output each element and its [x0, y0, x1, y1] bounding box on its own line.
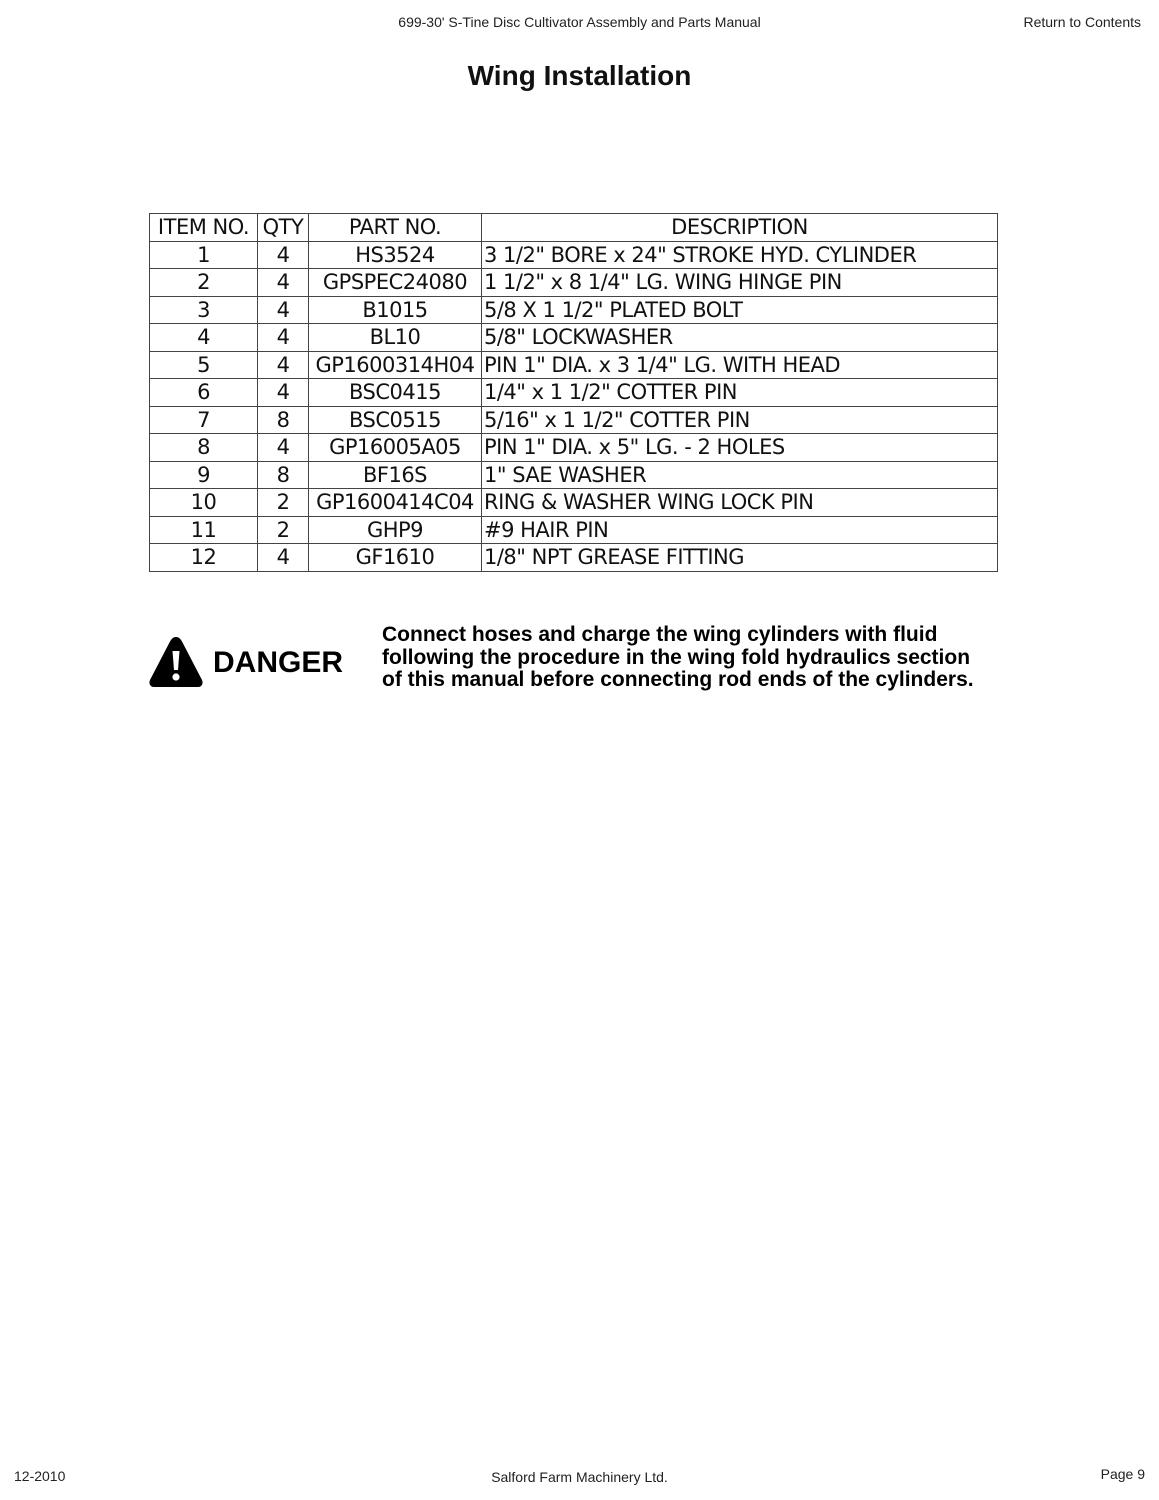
table-row [150, 269, 998, 297]
qty-cell: 8 [258, 461, 309, 489]
description-cell: 5/16" x 1 1/2" COTTER PIN [482, 406, 998, 434]
part-no-cell: GHP9 [309, 516, 482, 544]
qty-cell: 2 [258, 516, 309, 544]
description-cell: #9 HAIR PIN [482, 516, 998, 544]
header-part-no: PART NO. [309, 214, 482, 242]
part-no-cell: BL10 [309, 324, 482, 352]
description-cell: 1 1/2" x 8 1/4" LG. WING HINGE PIN [482, 269, 998, 297]
table-row [150, 241, 998, 269]
parts-table-body [150, 241, 998, 571]
header-qty: QTY [258, 214, 309, 242]
footer-date: 12-2010 [14, 1468, 66, 1484]
description-cell: 1/8" NPT GREASE FITTING [482, 544, 998, 572]
parts-table [149, 213, 998, 572]
item-no-cell: 11 [150, 516, 258, 544]
table-row [150, 351, 998, 379]
warning-triangle-icon [148, 634, 204, 690]
qty-cell: 4 [258, 324, 309, 352]
item-no-cell: 2 [150, 269, 258, 297]
qty-cell: 4 [258, 296, 309, 324]
item-no-cell: 5 [150, 351, 258, 379]
qty-cell: 4 [258, 241, 309, 269]
item-no-cell: 9 [150, 461, 258, 489]
description-cell: 5/8" LOCKWASHER [482, 324, 998, 352]
item-no-cell: 12 [150, 544, 258, 572]
qty-cell: 2 [258, 489, 309, 517]
part-no-cell: GPSPEC24080 [309, 269, 482, 297]
page-title: Wing Installation [467, 60, 692, 91]
item-no-cell: 8 [150, 434, 258, 462]
item-no-cell: 7 [150, 406, 258, 434]
description-cell: 5/8 X 1 1/2" PLATED BOLT [482, 296, 998, 324]
table-row [150, 489, 998, 517]
description-cell: 1" SAE WASHER [482, 461, 998, 489]
qty-cell: 4 [258, 434, 309, 462]
description-cell: PIN 1" DIA. x 3 1/4" LG. WITH HEAD [482, 351, 998, 379]
part-no-cell: GP1600314H04 [309, 351, 482, 379]
danger-message-line: of this manual before connecting rod ends of the cylinders. [382, 668, 974, 691]
part-no-cell: GF1610 [309, 544, 482, 572]
table-row [150, 379, 998, 407]
qty-cell: 4 [258, 379, 309, 407]
part-no-cell: BF16S [309, 461, 482, 489]
document-title: 699-30' S-Tine Disc Cultivator Assembly and Parts Manual [398, 14, 761, 30]
table-row [150, 434, 998, 462]
item-no-cell: 4 [150, 324, 258, 352]
part-no-cell: HS3524 [309, 241, 482, 269]
description-cell: 3 1/2" BORE x 24" STROKE HYD. CYLINDER [482, 241, 998, 269]
description-cell: RING & WASHER WING LOCK PIN [482, 489, 998, 517]
part-no-cell: BSC0415 [309, 379, 482, 407]
qty-cell: 8 [258, 406, 309, 434]
return-to-contents-link[interactable]: Return to Contents [1023, 14, 1141, 30]
description-cell: PIN 1" DIA. x 5" LG. - 2 HOLES [482, 434, 998, 462]
danger-message-line: following the procedure in the wing fold hydraulics section [382, 645, 971, 669]
footer-page-number: Page 9 [1100, 1466, 1145, 1482]
qty-cell: 4 [258, 351, 309, 379]
danger-message-line: Connect hoses and charge the wing cylinders with fluid [382, 623, 938, 646]
danger-label [148, 634, 348, 690]
part-no-cell: GP1600414C04 [309, 489, 482, 517]
table-row [150, 516, 998, 544]
item-no-cell: 1 [150, 241, 258, 269]
header-item-no: ITEM NO. [150, 214, 258, 242]
footer-company: Salford Farm Machinery Ltd. [491, 1469, 668, 1485]
table-header-row [150, 214, 998, 242]
item-no-cell: 3 [150, 296, 258, 324]
part-no-cell: GP16005A05 [309, 434, 482, 462]
item-no-cell: 6 [150, 379, 258, 407]
danger-message [382, 624, 1102, 692]
item-no-cell: 10 [150, 489, 258, 517]
qty-cell: 4 [258, 544, 309, 572]
danger-word: DANGER [213, 646, 344, 679]
table-row [150, 296, 998, 324]
part-no-cell: B1015 [309, 296, 482, 324]
qty-cell: 4 [258, 269, 309, 297]
table-row [150, 406, 998, 434]
part-no-cell: BSC0515 [309, 406, 482, 434]
table-row [150, 324, 998, 352]
table-row [150, 544, 998, 572]
table-row [150, 461, 998, 489]
header-description: DESCRIPTION [482, 214, 998, 242]
description-cell: 1/4" x 1 1/2" COTTER PIN [482, 379, 998, 407]
